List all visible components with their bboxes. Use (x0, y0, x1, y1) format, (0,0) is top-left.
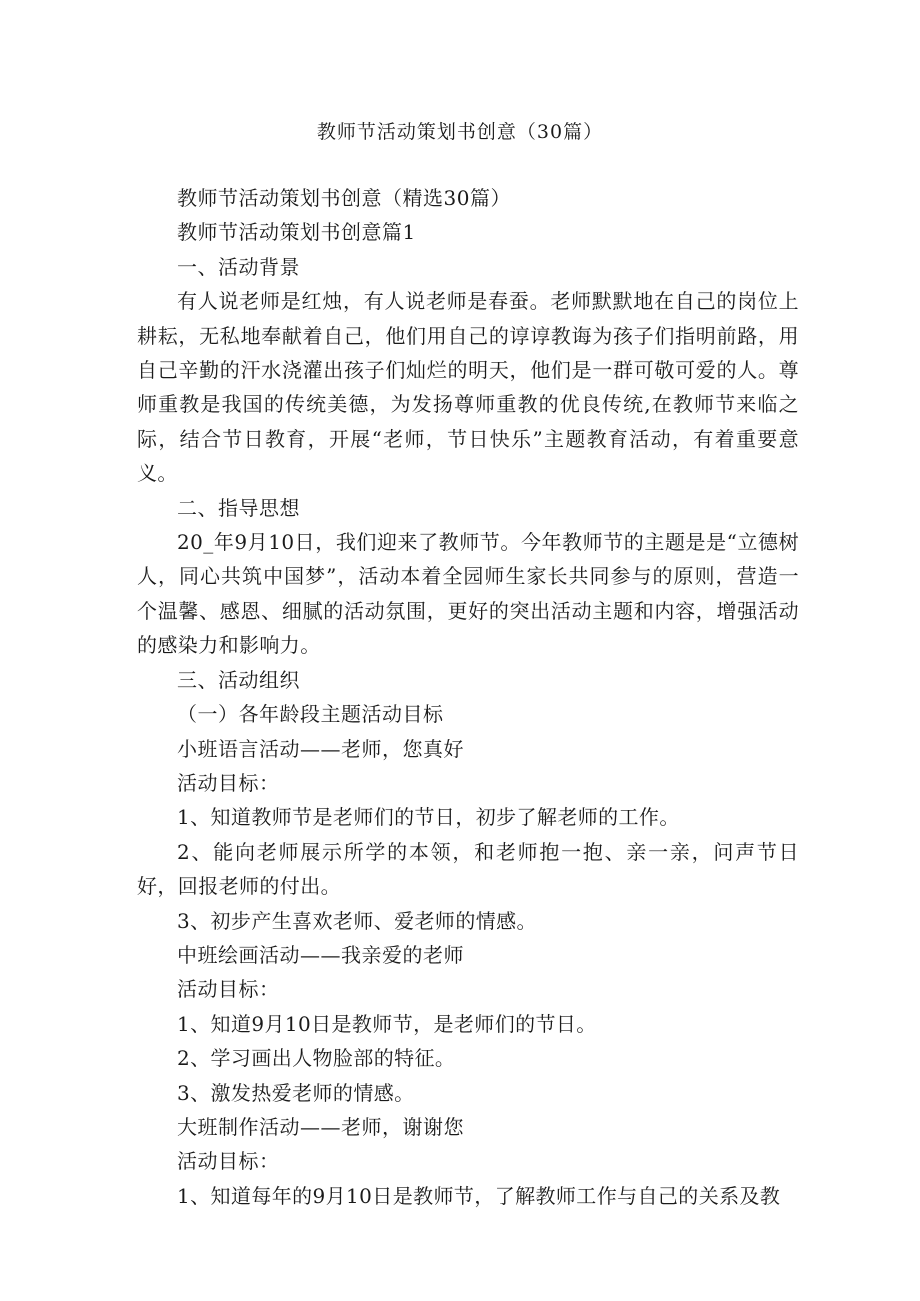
document-body (137, 181, 799, 1213)
small-class-title: 小班语言活动——老师，您真好 (177, 736, 464, 761)
middle-class-title: 中班绘画活动——我亲爱的老师 (177, 942, 464, 967)
middle-class-goal-2: 2、学习画出人物脸部的特征。 (177, 1046, 456, 1071)
document-subtitle: 教师节活动策划书创意（精选30篇） (177, 186, 511, 210)
middle-class-goal-1: 1、知道9月10日是教师节，是老师们的节日。 (177, 1011, 597, 1036)
large-class-goal-1: 1、知道每年的9月10日是教师节，了解教师工作与自己的关系及教 (177, 1183, 781, 1208)
large-class-goals-label: 活动目标： (177, 1149, 280, 1174)
document-title: 教师节活动策划书创意（30篇） (316, 121, 604, 143)
middle-class-goals-label: 活动目标： (177, 977, 280, 1002)
small-class-goals-label: 活动目标： (177, 770, 280, 795)
section-heading-organization: 三、活动组织 (177, 667, 300, 692)
subsection-heading-goals: （一）各年龄段主题活动目标 (177, 702, 444, 727)
small-class-goal-1: 1、知道教师节是老师们的节日，初步了解老师的工作。 (177, 805, 680, 830)
paragraph-guiding-ideas: 20_年9月10日，我们迎来了教师节。今年教师节的主题是是“立德树人，同心共筑中国梦”，活动本着全园师生家长共同参与的原则，营造一个温馨、感恩、细腻的活动氛围，更好的突出活动主题和内容，增强活动的感染力和影响力。 (137, 530, 799, 658)
middle-class-goal-3: 3、激发热爱老师的情感。 (177, 1080, 415, 1105)
large-class-title: 大班制作活动——老师，谢谢您 (177, 1114, 464, 1139)
paragraph-background: 有人说老师是红烛，有人说老师是春蚕。老师默默地在自己的岗位上耕耘，无私地奉献着自己，他们用自己的谆谆教诲为孩子们指明前路，用自己辛勤的汗水浇灌出孩子们灿烂的明天，他们是一群可敬可爱的人。尊师重教是我国的传统美德，为发扬尊师重教的优良传统,在教师节来临之际，结合节日教育，开展“老师，节日快乐”主题教育活动，有着重要意义。 (137, 289, 799, 486)
small-class-goal-2: 2、能向老师展示所学的本领，和老师抱一抱、亲一亲，问声节日好，回报老师的付出。 (137, 839, 799, 899)
section-heading-background: 一、活动背景 (177, 254, 300, 279)
small-class-goal-3: 3、初步产生喜欢老师、爱老师的情感。 (177, 908, 537, 933)
section-heading-guiding-ideas: 二、指导思想 (177, 495, 300, 520)
article-heading: 教师节活动策划书创意篇1 (177, 220, 416, 245)
